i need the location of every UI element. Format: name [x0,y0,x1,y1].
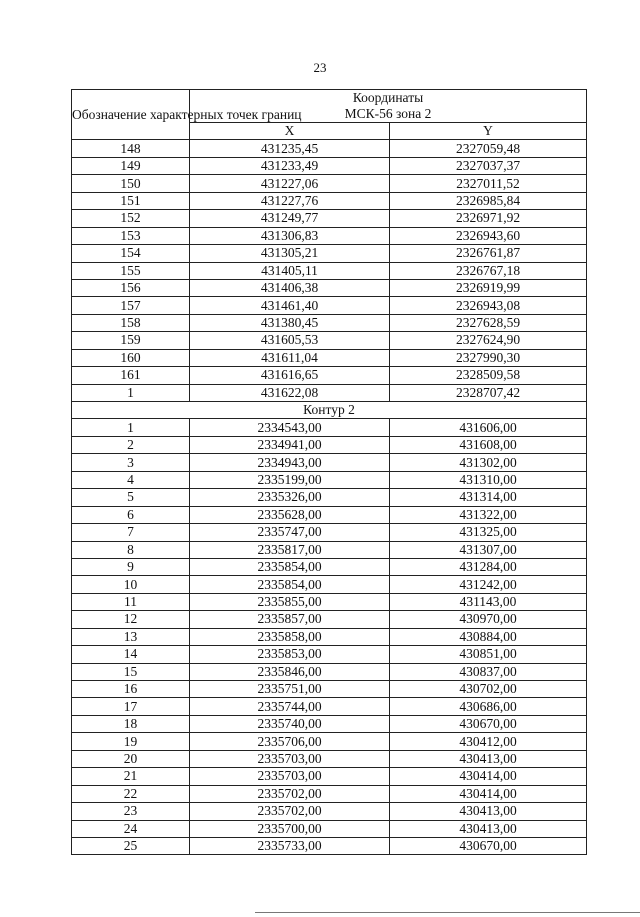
table-row [72,262,587,279]
point-number-cell: 23 [72,803,190,820]
y-coordinate-cell: 430412,00 [390,733,587,750]
point-number-cell: 21 [72,768,190,785]
x-coordinate-cell: 2335702,00 [190,785,390,802]
table-row [72,768,587,785]
y-coordinate-cell: 430686,00 [390,698,587,715]
point-number-cell: 19 [72,733,190,750]
coordinates-title: Координаты [352,90,424,105]
y-coordinate-cell: 430884,00 [390,628,587,645]
x-coordinate-cell: 2335846,00 [190,663,390,680]
y-coordinate-cell: 431242,00 [390,576,587,593]
y-coordinate-cell: 2327059,48 [390,140,587,157]
point-number-cell: 4 [72,471,190,488]
table-row [72,419,587,436]
x-coordinate-cell: 2335747,00 [190,524,390,541]
table-row [72,506,587,523]
contour-2-rows [72,419,587,855]
x-coordinate-cell: 431461,40 [190,297,390,314]
point-number-cell: 156 [72,279,190,296]
point-number-cell: 18 [72,715,190,732]
table-row [72,489,587,506]
x-coordinate-cell: 431306,83 [190,227,390,244]
x-coordinate-cell: 2335854,00 [190,558,390,575]
contour-1-rows [72,140,587,402]
y-coordinate-cell: 2327037,37 [390,157,587,174]
point-number-cell: 9 [72,558,190,575]
point-number-cell: 25 [72,837,190,854]
x-coordinate-cell: 2335854,00 [190,576,390,593]
x-coordinate-cell: 2335700,00 [190,820,390,837]
point-number-cell: 149 [72,157,190,174]
table-row [72,140,587,157]
point-number-cell: 161 [72,367,190,384]
point-number-cell: 10 [72,576,190,593]
point-number-cell: 159 [72,332,190,349]
table-row [72,681,587,698]
x-coordinate-cell: 2335703,00 [190,750,390,767]
y-coordinate-cell: 2326919,99 [390,279,587,296]
page-number: 23 [313,60,327,75]
table-row [72,750,587,767]
table-row [72,227,587,244]
y-coordinate-cell: 430837,00 [390,663,587,680]
y-coordinate-cell: 2328509,58 [390,367,587,384]
y-coordinate-cell: 430413,00 [390,750,587,767]
table-row [72,733,587,750]
point-number-cell: 151 [72,192,190,209]
table-row [72,663,587,680]
y-coordinate-cell: 430414,00 [390,768,587,785]
y-coordinate-cell: 2327990,30 [390,349,587,366]
point-number-cell: 17 [72,698,190,715]
table-row [72,436,587,453]
point-number-cell: 11 [72,593,190,610]
page-edge-line [255,912,640,913]
table-header [72,90,587,140]
point-number-cell: 6 [72,506,190,523]
y-coordinate-cell: 430413,00 [390,803,587,820]
point-number-cell: 8 [72,541,190,558]
table-row [72,541,587,558]
point-number-cell: 15 [72,663,190,680]
table-row [72,646,587,663]
point-number-cell: 155 [72,262,190,279]
y-coordinate-cell: 431307,00 [390,541,587,558]
table-row [72,314,587,331]
y-coordinate-cell: 2326943,08 [390,297,587,314]
y-coordinate-cell: 431325,00 [390,524,587,541]
point-number-cell: 160 [72,349,190,366]
point-number-cell: 157 [72,297,190,314]
y-coordinate-cell: 430414,00 [390,785,587,802]
point-number-cell: 1 [72,384,190,401]
point-number-cell: 152 [72,210,190,227]
point-number-cell: 153 [72,227,190,244]
x-coordinate-cell: 2335199,00 [190,471,390,488]
table-row [72,785,587,802]
coordinate-system-label: МСК-56 зона 2 [344,106,432,121]
y-coordinate-cell: 2327624,90 [390,332,587,349]
x-coordinate-cell: 431227,76 [190,192,390,209]
x-coordinate-cell: 2335703,00 [190,768,390,785]
x-coordinate-cell: 2335744,00 [190,698,390,715]
table-row [72,611,587,628]
y-coordinate-cell: 430413,00 [390,820,587,837]
coordinates-table [71,89,587,855]
section-row [72,402,587,419]
point-number-cell: 7 [72,524,190,541]
table-row [72,698,587,715]
point-number-cell: 158 [72,314,190,331]
x-coordinate-cell: 2335628,00 [190,506,390,523]
x-coordinate-cell: 431616,65 [190,367,390,384]
point-number-cell: 150 [72,175,190,192]
table-row [72,471,587,488]
x-coordinate-cell: 431380,45 [190,314,390,331]
x-coordinate-cell: 431622,08 [190,384,390,401]
y-coordinate-cell: 431322,00 [390,506,587,523]
y-coordinate-cell: 430670,00 [390,837,587,854]
y-coordinate-cell: 431608,00 [390,436,587,453]
table-row [72,715,587,732]
table-row [72,628,587,645]
point-number-cell: 12 [72,611,190,628]
x-coordinate-cell: 2335740,00 [190,715,390,732]
table-row [72,175,587,192]
point-number-cell: 1 [72,419,190,436]
table-row [72,192,587,209]
contour-2-label: Контур 2 [72,402,587,419]
table-row [72,245,587,262]
y-column-header: Y [390,123,587,140]
point-number-cell: 3 [72,454,190,471]
y-coordinate-cell: 2327011,52 [390,175,587,192]
point-number-cell: 16 [72,681,190,698]
x-coordinate-cell: 2335702,00 [190,803,390,820]
point-designation-header: Обозначение характерных точек границ [72,90,190,140]
table-row [72,384,587,401]
table-row [72,332,587,349]
point-number-cell: 20 [72,750,190,767]
table-row [72,593,587,610]
x-coordinate-cell: 2335817,00 [190,541,390,558]
table-row [72,820,587,837]
x-coordinate-cell: 2335326,00 [190,489,390,506]
y-coordinate-cell: 430670,00 [390,715,587,732]
table-row [72,297,587,314]
table-row [72,803,587,820]
y-coordinate-cell: 2328707,42 [390,384,587,401]
y-coordinate-cell: 431284,00 [390,558,587,575]
y-coordinate-cell: 2327628,59 [390,314,587,331]
y-coordinate-cell: 430851,00 [390,646,587,663]
x-coordinate-cell: 2335706,00 [190,733,390,750]
table-row [72,524,587,541]
x-coordinate-cell: 2335733,00 [190,837,390,854]
point-number-cell: 22 [72,785,190,802]
y-coordinate-cell: 430702,00 [390,681,587,698]
x-coordinate-cell: 431249,77 [190,210,390,227]
y-coordinate-cell: 2326761,87 [390,245,587,262]
y-coordinate-cell: 2326943,60 [390,227,587,244]
y-coordinate-cell: 2326985,84 [390,192,587,209]
y-coordinate-cell: 431302,00 [390,454,587,471]
point-number-cell: 14 [72,646,190,663]
x-coordinate-cell: 2335855,00 [190,593,390,610]
point-number-cell: 24 [72,820,190,837]
x-coordinate-cell: 431605,53 [190,332,390,349]
y-coordinate-cell: 431143,00 [390,593,587,610]
y-coordinate-cell: 2326971,92 [390,210,587,227]
table-row [72,558,587,575]
point-number-cell: 148 [72,140,190,157]
y-coordinate-cell: 431310,00 [390,471,587,488]
x-coordinate-cell: 2334943,00 [190,454,390,471]
x-coordinate-cell: 431233,49 [190,157,390,174]
x-coordinate-cell: 2335751,00 [190,681,390,698]
y-coordinate-cell: 431606,00 [390,419,587,436]
point-number-cell: 5 [72,489,190,506]
x-coordinate-cell: 431235,45 [190,140,390,157]
x-coordinate-cell: 2335853,00 [190,646,390,663]
x-coordinate-cell: 2334543,00 [190,419,390,436]
point-number-cell: 2 [72,436,190,453]
table-row [72,349,587,366]
table-row [72,210,587,227]
table-row [72,837,587,854]
x-coordinate-cell: 2334941,00 [190,436,390,453]
x-coordinate-cell: 431227,06 [190,175,390,192]
point-number-cell: 154 [72,245,190,262]
x-coordinate-cell: 431405,11 [190,262,390,279]
x-coordinate-cell: 431611,04 [190,349,390,366]
x-coordinate-cell: 431305,21 [190,245,390,262]
y-coordinate-cell: 2326767,18 [390,262,587,279]
x-coordinate-cell: 2335857,00 [190,611,390,628]
x-coordinate-cell: 2335858,00 [190,628,390,645]
table-row [72,367,587,384]
y-coordinate-cell: 431314,00 [390,489,587,506]
y-coordinate-cell: 430970,00 [390,611,587,628]
table-row [72,576,587,593]
x-coordinate-cell: 431406,38 [190,279,390,296]
x-column-header: X [190,123,390,140]
table-row [72,454,587,471]
contour-2-section [72,402,587,419]
table-row [72,279,587,296]
point-number-cell: 13 [72,628,190,645]
table-row [72,157,587,174]
